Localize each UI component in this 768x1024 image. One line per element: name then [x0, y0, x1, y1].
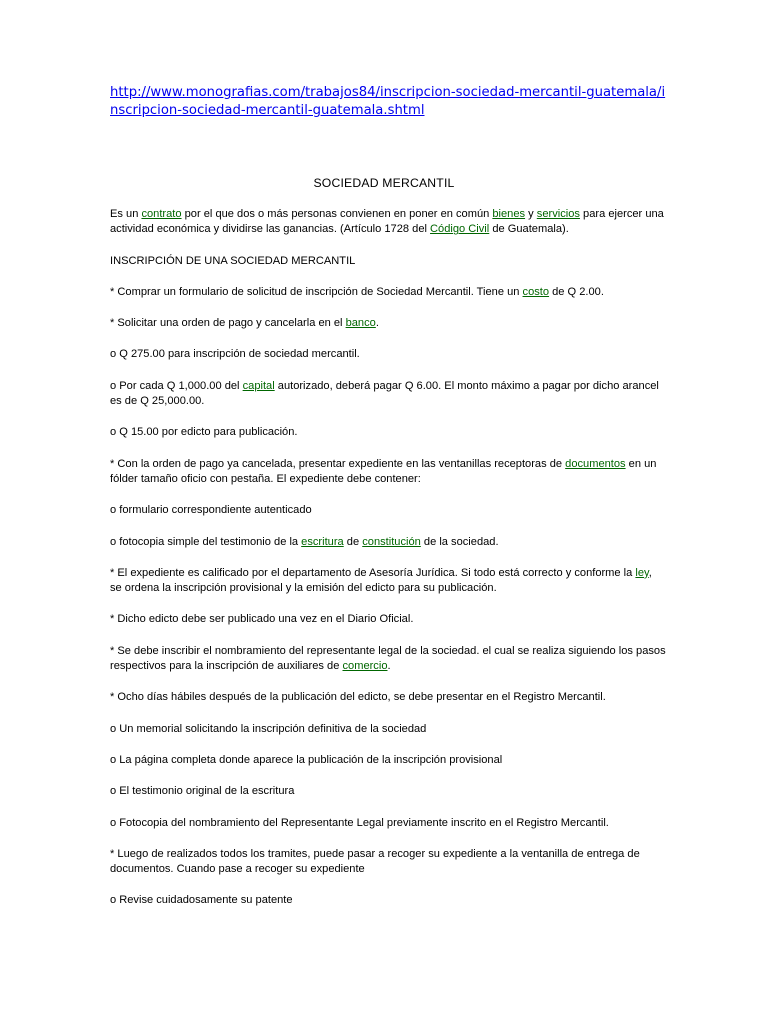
text: de [343, 535, 363, 548]
link-comercio[interactable]: comercio [342, 660, 388, 673]
text: y [525, 208, 537, 220]
link-constitucion[interactable]: constitución [362, 535, 421, 548]
link-banco[interactable]: banco [345, 317, 376, 330]
text: , se ordena la inscripción provisional y la emisión del edicto para su publicación. [110, 566, 652, 595]
link-costo[interactable]: costo [522, 285, 550, 298]
paragraph-item-formulario: o formulario correspondiente autenticado [110, 504, 312, 517]
paragraph-fee-inscripcion: o Q 275.00 para inscripción de sociedad mercantil. [110, 348, 360, 361]
paragraph-step-registro: * Ocho días hábiles después de la publicación del edicto, se debe presentar en el Registro Mercantil. [110, 691, 606, 704]
document-title: SOCIEDAD MERCANTIL [313, 176, 455, 190]
link-contrato[interactable]: contrato [141, 208, 182, 220]
link-capital[interactable]: capital [242, 379, 275, 392]
paragraph-item-patente: o Revise cuidadosamente su patente [110, 894, 293, 907]
paragraph-definition [110, 207, 666, 238]
paragraph-step-formulario [110, 285, 666, 300]
paragraph-item-memorial: o Un memorial solicitando la inscripción definitiva de la sociedad [110, 722, 427, 735]
paragraph-fee-capital [110, 379, 666, 410]
paragraph-item-pagina: o La página completa donde aparece la publicación de la inscripción provisional [110, 753, 503, 766]
text: . [387, 660, 391, 673]
text: o Por cada Q 1,000.00 del [110, 379, 243, 392]
text: * Solicitar una orden de pago y cancelarla en el [110, 317, 346, 330]
text: * El expediente es calificado por el departamento de Asesoría Jurídica. Si todo está correcto y conforme la [110, 566, 636, 579]
paragraph-step-orden-pago [110, 316, 666, 331]
text: autorizado, deberá pagar Q 6.00. El monto máximo a pagar por dicho arancel es de Q 25,000.00. [110, 379, 659, 408]
paragraph-item-fotocopia [110, 535, 666, 550]
link-codigo-civil[interactable]: Código Civil [430, 223, 490, 236]
text: Es un [110, 208, 142, 220]
paragraph-item-nombramiento: o Fotocopia del nombramiento del Representante Legal previamente inscrito en el Registro Mercantil. [110, 816, 609, 829]
paragraph-step-representante [110, 644, 666, 675]
text: en un fólder tamaño oficio con pestaña. El expediente debe contener: [110, 457, 657, 485]
paragraph-step-recoger: * Luego de realizados todos los tramites, puede pasar a recoger su expediente a la ventanilla de entrega de documentos. Cuando pase a recoger su expediente [110, 847, 640, 876]
text: por el que dos o más personas convienen en poner en común [181, 208, 493, 220]
paragraph-step-calificacion [110, 566, 666, 597]
paragraph-item-testimonio: o El testimonio original de la escritura [110, 785, 295, 798]
text: * Con la orden de pago ya cancelada, presentar expediente en las ventanillas receptoras de [110, 457, 566, 470]
document-body [110, 207, 666, 925]
text: * Comprar un formulario de solicitud de inscripción de Sociedad Mercantil. Tiene un [110, 285, 523, 298]
text: de Q 2.00. [549, 285, 604, 298]
text: * Se debe inscribir el nombramiento del representante legal de la sociedad. el cual se realiza siguiendo los pasos respectivos para la inscripción de auxiliares de [110, 644, 666, 673]
link-ley[interactable]: ley [635, 566, 649, 579]
link-documentos[interactable]: documentos [565, 457, 626, 470]
text: o fotocopia simple del testimonio de la [110, 535, 302, 548]
link-escritura[interactable]: escritura [301, 535, 344, 548]
source-url-link[interactable]: http://www.monografias.com/trabajos84/inscripcion-sociedad-mercantil-guatemala/inscripcion-sociedad-mercantil-guatemala.shtml [110, 85, 666, 118]
paragraph-fee-edicto: o Q 15.00 por edicto para publicación. [110, 426, 298, 439]
text: de Guatemala). [489, 223, 569, 236]
section-heading: INSCRIPCIÓN DE UNA SOCIEDAD MERCANTIL [110, 254, 356, 267]
link-servicios[interactable]: servicios [536, 208, 580, 220]
text: para ejercer una actividad económica y dividirse las ganancias. (Artículo 1728 del [110, 208, 664, 236]
text: de la sociedad. [420, 535, 499, 548]
text: . [375, 317, 379, 330]
paragraph-step-expediente [110, 457, 666, 488]
paragraph-step-edicto: * Dicho edicto debe ser publicado una vez en el Diario Oficial. [110, 613, 414, 626]
link-bienes[interactable]: bienes [492, 208, 526, 220]
